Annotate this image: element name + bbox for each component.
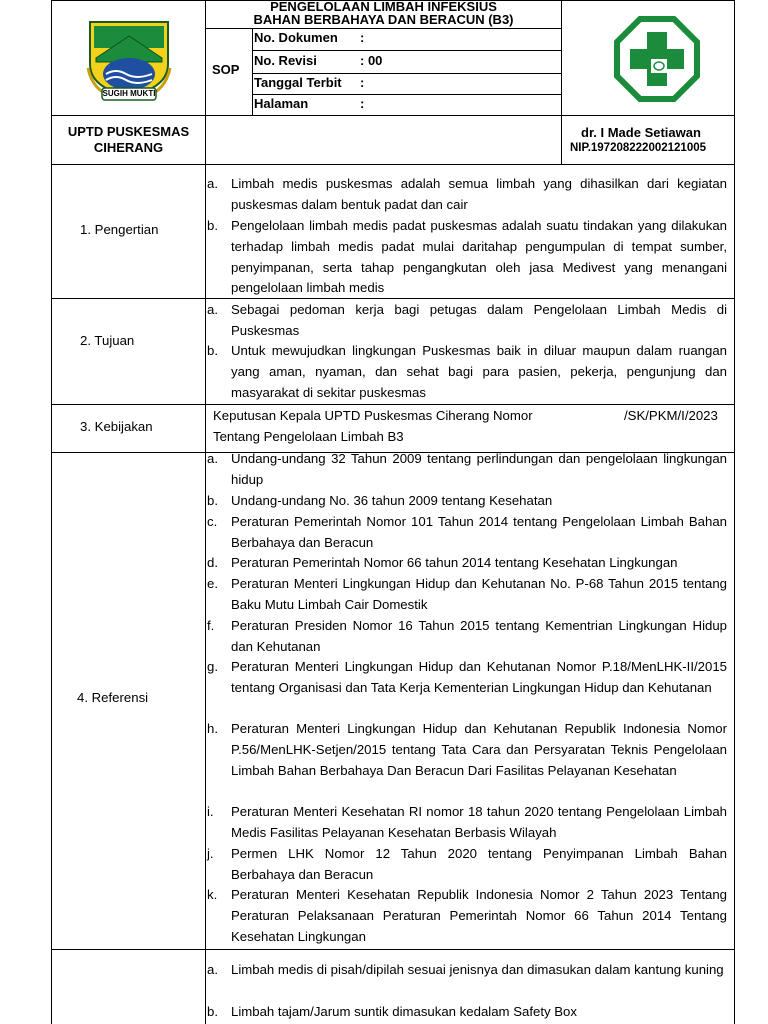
field-label-tanggal-terbit: Tanggal Terbit: [254, 75, 342, 90]
title-divider: [205, 28, 561, 29]
row-divider: [51, 115, 735, 116]
field-divider: [252, 73, 561, 74]
item-text: Peraturan Menteri Lingkungan Hidup dan Kehutanan Republik Indonesia Nomor P.56/MenLHK-Setjen/2015 tentang Tata Cara dan Persyaratan Teknis Pengelolaan Limbah Bahan Berbahaya Dan Beracun Dari Fasilitas Pelayanan Kesehatan: [231, 721, 727, 778]
field-value-tanggal-terbit: :: [360, 75, 365, 90]
sop-label: SOP: [212, 62, 240, 77]
item-letter: f.: [207, 618, 215, 633]
item-letter: c.: [207, 514, 218, 529]
item-text: Undang-undang No. 36 tahun 2009 tentang Kesehatan: [231, 493, 553, 508]
list-item: [207, 844, 727, 886]
field-divider: [252, 50, 561, 51]
list-item: [207, 574, 727, 616]
section-label-tujuan: 2. Tujuan: [80, 333, 135, 348]
list-item: [207, 802, 727, 844]
row-divider: [51, 404, 735, 405]
list-item: [207, 512, 727, 554]
item-letter: a.: [207, 962, 218, 977]
section-label-referensi: 4. Referensi: [77, 690, 149, 705]
item-letter: h.: [207, 721, 218, 736]
field-value-halaman: :: [360, 96, 365, 111]
list-item: [207, 300, 727, 342]
item-text: Pengelolaan limbah medis padat puskesmas adalah suatu tindakan yang dilakukan terhadap limbah medis padat mulai daritahap pengumpulan di tempat sumber, penyimpanan, serta tahap pengangkutan oleh jasa Medivest yang menangani pengelolaan limbah medis: [231, 218, 727, 296]
list-item: [207, 960, 727, 981]
policy-line-1: Keputusan Kepala UPTD Puskesmas Ciherang Nomor: [213, 408, 533, 423]
list-item: [207, 341, 727, 403]
field-value-no-revisi: : 00: [360, 53, 383, 68]
item-letter: a.: [207, 176, 218, 191]
item-letter: g.: [207, 659, 218, 674]
list-item: [207, 719, 727, 781]
field-value-no-dokumen: :: [360, 30, 365, 45]
item-text: Undang-undang 32 Tahun 2009 tentang perlindungan dan pengelolaan lingkungan hidup: [231, 451, 727, 487]
item-letter: e.: [207, 576, 218, 591]
field-label-no-revisi: No. Revisi: [254, 53, 317, 68]
list-item: [207, 174, 727, 216]
org-name-line-2: CIHERANG: [93, 140, 164, 155]
item-text: Peraturan Pemerintah Nomor 66 tahun 2014 tentang Kesehatan Lingkungan: [231, 555, 678, 570]
logo-right-divider: [561, 0, 562, 164]
policy-number-suffix: /SK/PKM/I/2023: [624, 408, 718, 423]
section-label-kebijakan: 3. Kebijakan: [80, 419, 153, 434]
signer-nip: NIP.197208222002121005: [570, 142, 707, 154]
item-letter: a.: [207, 451, 218, 466]
list-item: [207, 1002, 727, 1023]
left-logo: [86, 18, 172, 102]
list-item: [207, 449, 727, 491]
item-letter: b.: [207, 218, 218, 233]
field-label-halaman: Halaman: [254, 96, 309, 111]
list-item: [207, 885, 727, 947]
list-item: [207, 491, 727, 512]
item-letter: d.: [207, 555, 218, 570]
item-text: Peraturan Menteri Kesehatan RI nomor 18 tahun 2020 tentang Pengelolaan Limbah Medis Fasilitas Pelayanan Kesehatan Berbasis Wilayah: [231, 804, 727, 840]
signer-name: dr. I Made Setiawan: [581, 125, 701, 140]
item-text: Limbah medis di pisah/dipilah sesuai jenisnya dan dimasukan dalam kantung kuning: [231, 962, 724, 977]
section-label-pengertian: 1. Pengertian: [80, 222, 159, 237]
row-divider: [51, 164, 735, 165]
item-text: Untuk mewujudkan lingkungan Puskesmas baik in diluar maupun dalam ruangan yang aman, nyaman, dan sehat bagi para pasien, pekerja, pengunjung dan masyarakat di sekitar puskesmas: [231, 343, 727, 400]
logo-motto: SUGIH MUKTI: [102, 89, 156, 98]
item-text: Peraturan Menteri Kesehatan Republik Indonesia Nomor 2 Tahun 2023 Tentang Peraturan Pelaksanaan Peraturan Pemerintah Nomor 66 Tahun 2014 Tentang Kesehatan Lingkungan: [231, 887, 727, 944]
list-item: [207, 657, 727, 699]
item-text: Limbah medis puskesmas adalah semua limbah yang dihasilkan dari kegiatan puskesmas dalam bentuk padat dan cair: [231, 176, 727, 212]
policy-line-2: Tentang Pengelolaan Limbah B3: [213, 429, 404, 444]
field-divider: [252, 94, 561, 95]
item-text: Permen LHK Nomor 12 Tahun 2020 tentang Penyimpanan Limbah Bahan Berbahaya dan Beracun: [231, 846, 727, 882]
item-letter: a.: [207, 302, 218, 317]
field-label-no-dokumen: No. Dokumen: [254, 30, 338, 45]
puskesmas-logo: [614, 16, 700, 102]
item-text: Peraturan Menteri Lingkungan Hidup dan Kehutanan No. P-68 Tahun 2015 tentang Baku Mutu Limbah Cair Domestik: [231, 576, 727, 612]
list-item: [207, 553, 727, 574]
item-text: Peraturan Pemerintah Nomor 101 Tahun 2014 tentang Pengelolaan Limbah Bahan Berbahaya dan Beracun: [231, 514, 727, 550]
border-right: [734, 0, 735, 1024]
doc-title-line-2: BAHAN BERBAHAYA DAN BERACUN (B3): [253, 12, 514, 27]
org-name-line-1: UPTD PUSKESMAS: [67, 124, 190, 139]
sop-divider: [252, 28, 253, 115]
item-letter: k.: [207, 887, 218, 902]
row-divider: [51, 949, 735, 950]
list-item: [207, 616, 727, 658]
item-letter: i.: [207, 804, 214, 819]
item-letter: b.: [207, 1004, 218, 1019]
column-divider: [205, 0, 206, 1024]
item-letter: b.: [207, 343, 218, 358]
item-text: Limbah tajam/Jarum suntik dimasukan kedalam Safety Box: [231, 1004, 577, 1019]
item-text: Peraturan Menteri Lingkungan Hidup dan Kehutanan Nomor P.18/MenLHK-II/2015 tentang Organisasi dan Tata Kerja Kementerian Lingkungan Hidup dan Kehutanan: [231, 659, 727, 695]
item-letter: j.: [207, 846, 214, 861]
item-letter: b.: [207, 493, 218, 508]
item-text: Peraturan Presiden Nomor 16 Tahun 2015 tentang Kementrian Lingkungan Hidup dan Kehutanan: [231, 618, 727, 654]
item-text: Sebagai pedoman kerja bagi petugas dalam Pengelolaan Limbah Medis di Puskesmas: [231, 302, 727, 338]
doc-title-line-1: PENGELOLAAN LIMBAH INFEKSIUS: [270, 0, 497, 14]
list-item: [207, 216, 727, 299]
